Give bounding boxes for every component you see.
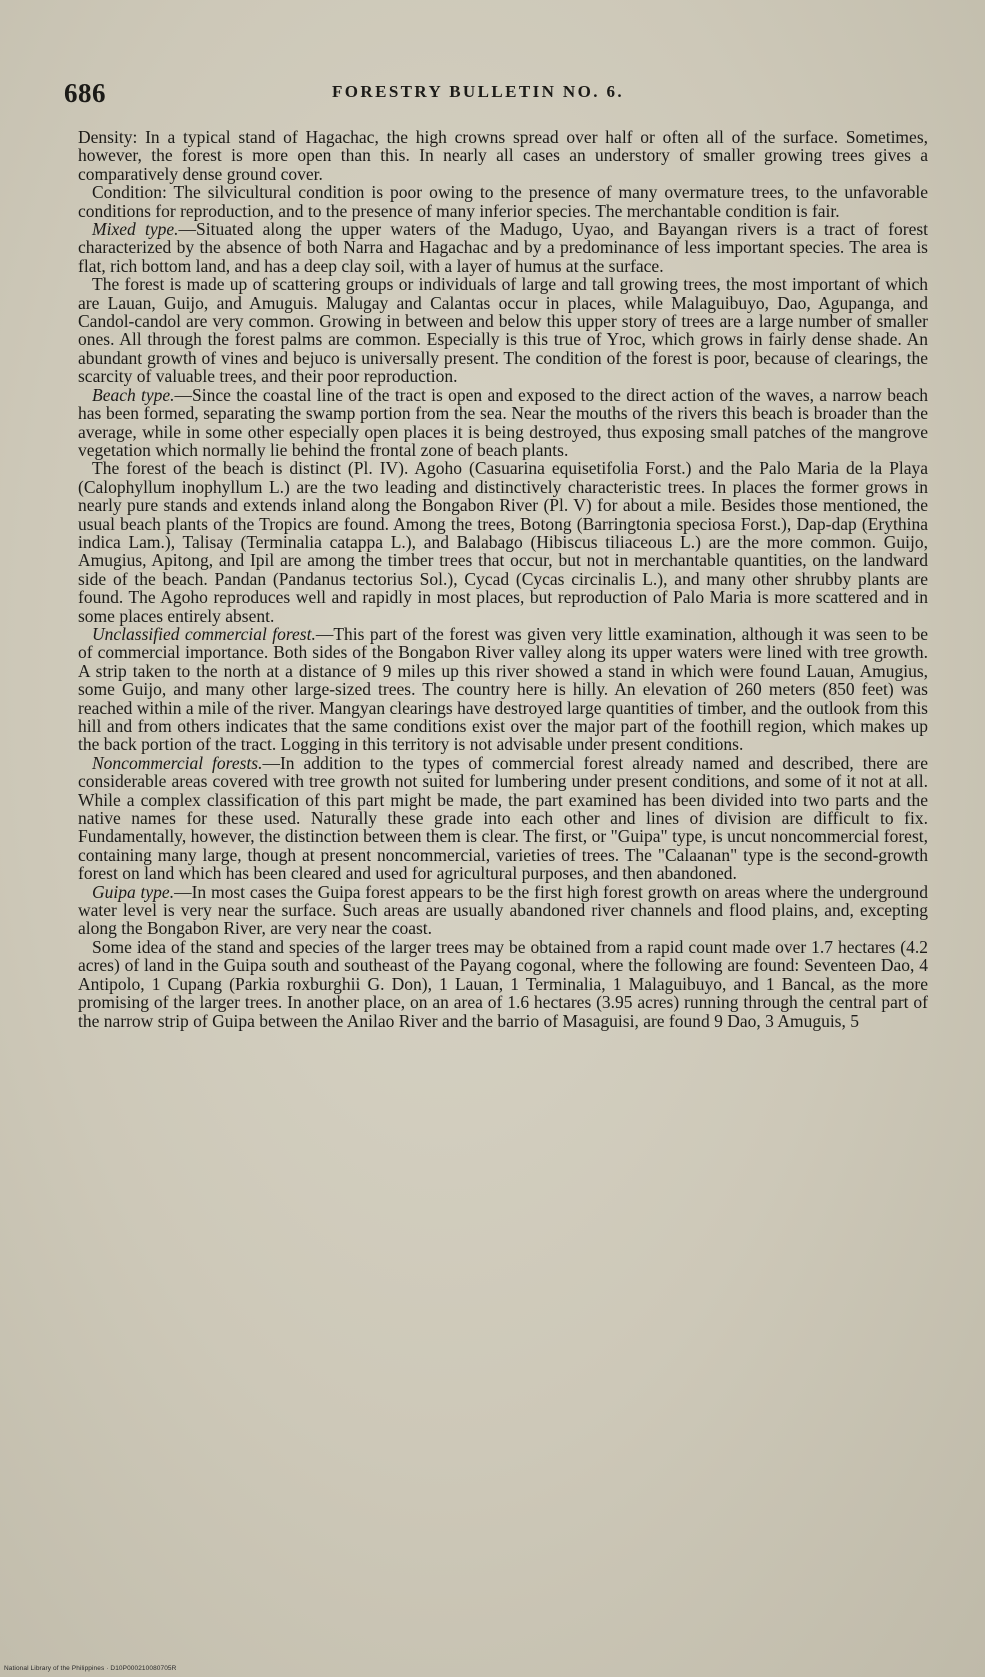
paragraph-guipa-type: Guipa type.—In most cases the Guipa forest appears to be the first high forest growth on areas where the underground water level is very near the surface. Such areas are usually abandoned river channels and flood plains, and, excepting along the Bongabon River, are very near the coast. <box>78 881 928 939</box>
paragraph-mixed-forest: The forest is made up of scattering groups or individuals of large and tall growing trees, the most important of which are Lauan, Guijo, and Amuguis. Malugay and Calantas occur in places, while Malaguibuyo, Dao, Agupanga, and Candol-candol are very common. Growing in between and below this upper story of trees are a large number of smaller ones. All through the forest palms are common. Especially is this true of Yroc, which grows in fairly dense shade. An abundant growth of vines and bejuco is universally present. The condition of the forest is poor, because of clearings, the scarcity of valuable trees, and their poor reproduction. <box>78 274 928 387</box>
page-header <box>64 78 934 112</box>
paragraph-beach-forest: The forest of the beach is distinct (Pl. IV). Agoho (Casuarina equisetifolia Forst.) and the Palo Maria de la Playa (Calophyllum inophyllum L.) are the two leading and distinctively characteristic trees. In places the former grows in nearly pure stands and extends inland along the Bongabon River (Pl. V) for about a mile. Besides those mentioned, the usual beach plants of the Tropics are found. Among the trees, Botong (Barringtonia speciosa Forst.), Dap-dap (Erythina indica Lam.), Talisay (Terminalia catappa L.), and Balabago (Hibiscus tiliaceous L.) are the more common. Guijo, Amugius, Apitong, and Ipil are among the timber trees that occur, but not in merchantable quantities, on the landward side of the beach. Pandan (Pandanus tectorius Sol.), Cycad (Cycas circinalis L.), and many other shrubby plants are found. The Agoho reproduces well and rapidly in most places, but reproduction of Palo Maria is more scattered and in some places entirely absent. <box>78 458 928 626</box>
paragraph-unclassified: Unclassified commercial forest.—This part of the forest was given very little examination, although it was seen to be of commercial importance. Both sides of the Bongabon River valley along its upper waters were lined with tree growth. A strip taken to the north at a distance of 9 miles up this river showed a stand in which were found Lauan, Amugius, some Guijo, and many other large-sized trees. The country here is hilly. An elevation of 260 meters (850 feet) was reached within a mile of the river. Mangyan clearings have destroyed large quantities of timber, and the outlook from this hill and from others indicates that the same conditions exist over the major part of the foothill region, which makes up the back portion of the tract. Logging in this territory is not advisable under present conditions. <box>78 623 928 755</box>
paragraph-mixed-type: Mixed type.—Situated along the upper waters of the Madugo, Uyao, and Bayangan rivers is a tract of forest characterized by the absence of both Narra and Hagachac and by a predominance of less important species. The area is flat, rich bottom land, and has a deep clay soil, with a layer of humus at the surface. <box>78 219 929 276</box>
running-head: FORESTRY BULLETIN NO. 6. <box>332 82 625 101</box>
paragraph-stand-count: Some idea of the stand and species of the larger trees may be obtained from a rapid count made over 1.7 hectares (4.2 acres) of land in the Guipa south and southeast of the Payang cogonal, where the following are found: Seventeen Dao, 4 Antipolo, 1 Cupang (Parkia roxburghii G. Don), 1 Lauan, 1 Terminalia, 1 Malaguibuyo, and 1 Bancal, as the more promising of the larger trees. In another place, on an area of 1.6 hectares (3.95 acres) running through the central part of the narrow strip of Guipa between the Anilao River and the barrio of Masaguisi, are found 9 Dao, 3 Amuguis, 5 <box>78 936 928 1031</box>
paragraph-condition: Condition: The silvicultural condition is poor owing to the presence of many overmature trees, to the unfavorable conditions for reproduction, and to the presence of many inferior species. The merchantable condition is fair. <box>78 182 928 221</box>
archive-footer-mark: National Library of the Philippines · D10P000210080705R <box>4 1665 177 1672</box>
body-text <box>78 128 928 1030</box>
paragraph-noncommercial: Noncommercial forests.—In addition to the types of commercial forest already named and described, there are considerable areas covered with tree growth not suited for lumbering under present conditions, and some of it not at all. While a complex classification of this part might be made, the part examined has been divided into two parts and the native names for these used. Naturally these grade into each other and lines of division are difficult to fix. Fundamentally, however, the distinction between them is clear. The first, or "Guipa" type, is uncut noncommercial forest, containing many large, though at present noncommercial, varieties of trees. The "Calaanan" type is the second-growth forest on land which has been cleared and used for agricultural purposes, and then abandoned. <box>78 752 928 884</box>
page-number: 686 <box>64 78 106 108</box>
paragraph-density: Density: In a typical stand of Hagachac, the high crowns spread over half or often all of the surface. Sometimes, however, the forest is more open than this. In nearly all cases an understory of smaller growing trees gives a comparatively dense ground cover. <box>78 127 928 184</box>
paragraph-beach-type: Beach type.—Since the coastal line of the tract is open and exposed to the direct action of the waves, a narrow beach has been formed, separating the swamp portion from the sea. Near the mouths of the rivers this beach is broader than the average, while in some other especially open places it is being destroyed, thus exposing small patches of the mangrove vegetation which normally lie behind the frontal zone of beach plants. <box>78 384 929 460</box>
